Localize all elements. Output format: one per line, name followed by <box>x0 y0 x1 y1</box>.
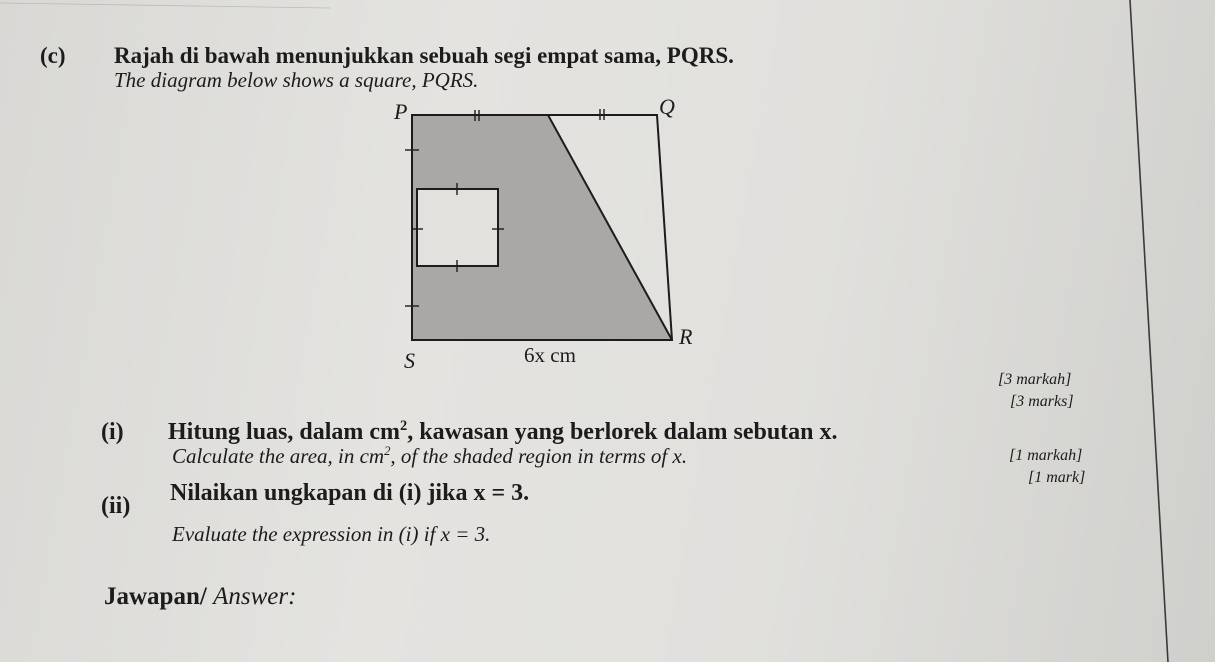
part-ii-label: (ii) <box>101 493 131 519</box>
vertex-label-s: S <box>404 348 415 373</box>
marks-english-ii: [1 mark] <box>1028 469 1086 486</box>
dimension-label <box>524 343 576 367</box>
part-i-label: (i) <box>101 419 124 445</box>
dimension-value: 6x <box>524 343 545 367</box>
part-i-english <box>172 446 687 467</box>
vertex-label-p: P <box>394 99 408 124</box>
part-i-english-after: , of the shaded region in terms of x. <box>390 444 688 468</box>
dimension-unit: cm <box>550 343 576 367</box>
vertex-label-q: Q <box>659 94 675 119</box>
intro-malay: Rajah di bawah menunjukkan sebuah segi empat sama, PQRS. <box>114 43 734 68</box>
part-i-malay-before: Hitung luas, dalam cm <box>168 419 401 445</box>
part-ii-english: Evaluate the expression in (i) if x = 3. <box>172 522 491 546</box>
part-i-malay-sup: 2 <box>400 418 408 434</box>
part-i-english-sup: 2 <box>384 444 391 458</box>
inner-square <box>417 189 498 266</box>
part-i-malay <box>168 420 838 444</box>
marks-malay-i: [3 markah] <box>998 371 1072 388</box>
marks-english-i: [3 marks] <box>1010 393 1074 410</box>
answer-label-malay: Jawapan/ <box>104 583 207 610</box>
vertex-label-r: R <box>679 324 693 349</box>
intro-english: The diagram below shows a square, PQRS. <box>114 68 479 92</box>
part-ii-malay: Nilaikan ungkapan di (i) jika x = 3. <box>170 480 530 506</box>
part-i-malay-after: , kawasan yang berlorek dalam sebutan x. <box>407 419 838 445</box>
question-label: (c) <box>40 43 66 68</box>
answer-label <box>104 584 296 609</box>
marks-malay-ii: [1 markah] <box>1009 447 1083 464</box>
part-i-english-before: Calculate the area, in cm <box>172 444 385 468</box>
answer-label-english: Answer: <box>213 583 297 610</box>
